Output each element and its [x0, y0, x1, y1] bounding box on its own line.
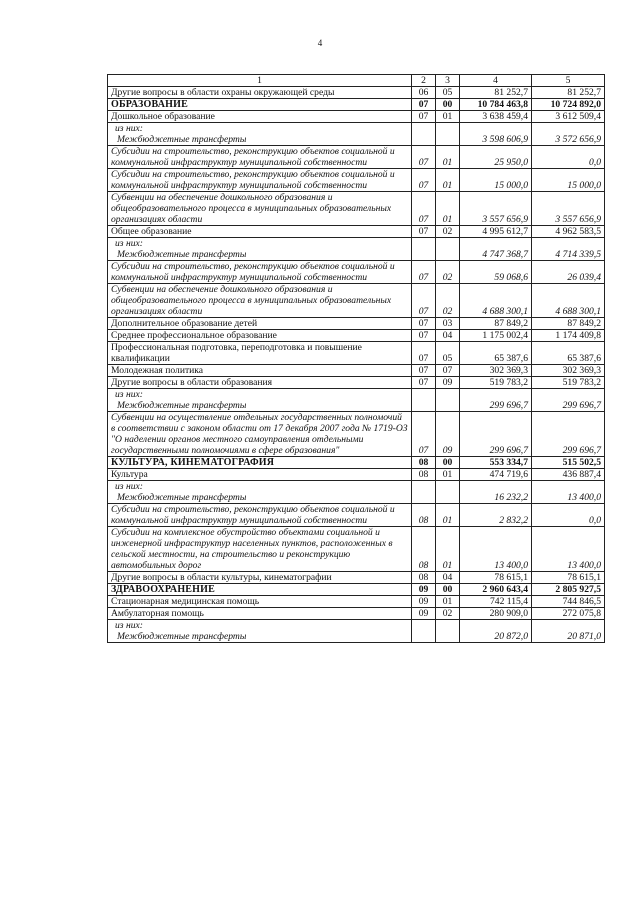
- section-code-cell: 07: [412, 169, 436, 192]
- table-row: [108, 261, 605, 284]
- row-name-cell: [108, 572, 412, 584]
- row-subheading: из них:: [115, 389, 143, 400]
- row-name: Межбюджетные трансферты: [117, 400, 247, 411]
- subsection-code-cell: 04: [436, 330, 460, 342]
- row-name: Дошкольное образование: [111, 111, 215, 122]
- section-code-cell: 07: [412, 365, 436, 377]
- header-cell-2: 2: [412, 75, 436, 87]
- section-code-cell: 07: [412, 111, 436, 123]
- amount-col5-cell: 4 688 300,1: [532, 284, 605, 318]
- amount-col4-cell: 302 369,3: [460, 365, 532, 377]
- amount-col4-cell: 3 557 656,9: [460, 192, 532, 226]
- table-row: [108, 527, 605, 572]
- subsection-code-cell: 01: [436, 192, 460, 226]
- amount-col4-cell: 3 598 606,9: [460, 123, 532, 146]
- subsection-code-cell: 09: [436, 377, 460, 389]
- amount-col5-cell: 10 724 892,0: [532, 99, 605, 111]
- section-code-cell: 07: [412, 318, 436, 330]
- row-name: Другие вопросы в области культуры, кинематографии: [111, 572, 332, 583]
- section-code-cell: 07: [412, 261, 436, 284]
- row-name: Стационарная медицинская помощь: [111, 596, 260, 607]
- row-name-cell: [108, 504, 412, 527]
- table-header-row: [108, 75, 605, 87]
- amount-col4-cell: 78 615,1: [460, 572, 532, 584]
- budget-table-body: [108, 75, 605, 643]
- subsection-code-cell: 01: [436, 504, 460, 527]
- table-row: [108, 87, 605, 99]
- amount-col4-cell: 553 334,7: [460, 457, 532, 469]
- row-name: Межбюджетные трансферты: [117, 134, 247, 145]
- row-name: Общее образование: [111, 226, 192, 237]
- amount-col4-cell: 299 696,7: [460, 412, 532, 457]
- row-name-cell: [108, 192, 412, 226]
- amount-col5-cell: 87 849,2: [532, 318, 605, 330]
- subsection-code-cell: 02: [436, 226, 460, 238]
- table-row: [108, 620, 605, 643]
- row-name: Амбулаторная помощь: [111, 608, 204, 619]
- row-name-cell: [108, 169, 412, 192]
- subsection-code-cell: [436, 481, 460, 504]
- row-name-cell: [108, 608, 412, 620]
- row-name: Молодежная политика: [111, 365, 204, 376]
- row-name: Субсидии на строительство, реконструкцию объектов социальной и коммунальной инфраструктур муниципальной собственности: [111, 261, 395, 283]
- section-code-cell: [412, 620, 436, 643]
- table-row: [108, 608, 605, 620]
- amount-col5-cell: 4 962 583,5: [532, 226, 605, 238]
- subsection-code-cell: 09: [436, 412, 460, 457]
- subsection-code-cell: 02: [436, 608, 460, 620]
- subsection-code-cell: 04: [436, 572, 460, 584]
- amount-col5-cell: 26 039,4: [532, 261, 605, 284]
- amount-col5-cell: 4 714 339,5: [532, 238, 605, 261]
- row-name-cell: [108, 123, 412, 146]
- amount-col4-cell: 3 638 459,4: [460, 111, 532, 123]
- row-name-cell: [108, 342, 412, 365]
- amount-col5-cell: 0,0: [532, 504, 605, 527]
- row-name-cell: [108, 87, 412, 99]
- row-name: Субвенции на обеспечение дошкольного образования и общеобразовательного процесса в муниципальных образовательных организациях области: [111, 284, 392, 317]
- subsection-code-cell: [436, 238, 460, 261]
- amount-col5-cell: 78 615,1: [532, 572, 605, 584]
- row-name: Субсидии на комплексное обустройство объектами социальной и инженерной инфраструктур населенных пунктов, расположенных в сельской местности, на строительство и реконструкцию автомобильных дорог: [111, 527, 393, 571]
- table-row: [108, 123, 605, 146]
- amount-col5-cell: 1 174 409,8: [532, 330, 605, 342]
- table-row: [108, 192, 605, 226]
- amount-col4-cell: 4 747 368,7: [460, 238, 532, 261]
- amount-col5-cell: 3 557 656,9: [532, 192, 605, 226]
- subsection-code-cell: 05: [436, 342, 460, 365]
- table-row: [108, 169, 605, 192]
- table-row: [108, 457, 605, 469]
- row-subheading: из них:: [115, 620, 143, 631]
- amount-col4-cell: 81 252,7: [460, 87, 532, 99]
- row-name-cell: [108, 330, 412, 342]
- row-name-cell: [108, 365, 412, 377]
- header-cell-3: 3: [436, 75, 460, 87]
- row-name-cell: [108, 261, 412, 284]
- table-row: [108, 504, 605, 527]
- subsection-code-cell: 01: [436, 146, 460, 169]
- table-row: [108, 365, 605, 377]
- amount-col5-cell: 0,0: [532, 146, 605, 169]
- row-name: ОБРАЗОВАНИЕ: [111, 99, 188, 110]
- table-row: [108, 596, 605, 608]
- subsection-code-cell: 00: [436, 99, 460, 111]
- amount-col4-cell: 2 960 643,4: [460, 584, 532, 596]
- budget-table: [107, 74, 605, 643]
- amount-col4-cell: 20 872,0: [460, 620, 532, 643]
- section-code-cell: 07: [412, 226, 436, 238]
- table-row: [108, 226, 605, 238]
- row-name-cell: [108, 457, 412, 469]
- amount-col5-cell: 436 887,4: [532, 469, 605, 481]
- row-name: КУЛЬТУРА, КИНЕМАТОГРАФИЯ: [111, 457, 275, 468]
- amount-col4-cell: 16 232,2: [460, 481, 532, 504]
- row-name: Другие вопросы в области охраны окружающей среды: [111, 87, 335, 98]
- section-code-cell: 09: [412, 608, 436, 620]
- amount-col5-cell: 15 000,0: [532, 169, 605, 192]
- amount-col5-cell: 299 696,7: [532, 389, 605, 412]
- row-name: Профессиональная подготовка, переподготовка и повышение квалификации: [111, 342, 362, 364]
- section-code-cell: 07: [412, 146, 436, 169]
- row-name: Межбюджетные трансферты: [117, 492, 247, 503]
- row-name-cell: [108, 238, 412, 261]
- section-code-cell: 07: [412, 330, 436, 342]
- table-row: [108, 342, 605, 365]
- amount-col5-cell: 2 805 927,5: [532, 584, 605, 596]
- row-name-cell: [108, 481, 412, 504]
- row-name-cell: [108, 318, 412, 330]
- row-name-cell: [108, 146, 412, 169]
- row-name-cell: [108, 377, 412, 389]
- row-name-cell: [108, 596, 412, 608]
- amount-col4-cell: 742 115,4: [460, 596, 532, 608]
- table-row: [108, 146, 605, 169]
- amount-col4-cell: 13 400,0: [460, 527, 532, 572]
- section-code-cell: 07: [412, 342, 436, 365]
- row-name: Дополнительное образование детей: [111, 318, 258, 329]
- amount-col5-cell: 272 075,8: [532, 608, 605, 620]
- amount-col5-cell: 744 846,5: [532, 596, 605, 608]
- header-cell-4: 4: [460, 75, 532, 87]
- table-row: [108, 389, 605, 412]
- amount-col4-cell: 59 068,6: [460, 261, 532, 284]
- row-name: Межбюджетные трансферты: [117, 631, 247, 642]
- table-row: [108, 318, 605, 330]
- amount-col4-cell: 4 995 612,7: [460, 226, 532, 238]
- section-code-cell: 06: [412, 87, 436, 99]
- table-row: [108, 330, 605, 342]
- row-name: Субсидии на строительство, реконструкцию объектов социальной и коммунальной инфраструктур муниципальной собственности: [111, 504, 395, 526]
- table-row: [108, 99, 605, 111]
- row-name-cell: [108, 389, 412, 412]
- table-row: [108, 584, 605, 596]
- section-code-cell: 07: [412, 412, 436, 457]
- row-name-cell: [108, 412, 412, 457]
- row-name: Субвенции на осуществление отдельных государственных полномочий в соответствии с законом области от 17 декабря 2007 года № 1719-ОЗ "О наделении органов местного самоуправления отдельными государственными полномочиями в сфере образования": [111, 412, 408, 456]
- subsection-code-cell: [436, 123, 460, 146]
- amount-col4-cell: 65 387,6: [460, 342, 532, 365]
- row-subheading: из них:: [115, 123, 143, 134]
- header-cell-5: 5: [532, 75, 605, 87]
- row-subheading: из них:: [115, 238, 143, 249]
- section-code-cell: [412, 123, 436, 146]
- section-code-cell: 07: [412, 99, 436, 111]
- amount-col4-cell: 10 784 463,8: [460, 99, 532, 111]
- row-name-cell: [108, 284, 412, 318]
- table-row: [108, 412, 605, 457]
- row-name: ЗДРАВООХРАНЕНИЕ: [111, 584, 215, 595]
- section-code-cell: 07: [412, 192, 436, 226]
- amount-col4-cell: 2 832,2: [460, 504, 532, 527]
- table-row: [108, 377, 605, 389]
- amount-col5-cell: 302 369,3: [532, 365, 605, 377]
- section-code-cell: 08: [412, 457, 436, 469]
- amount-col4-cell: 25 950,0: [460, 146, 532, 169]
- row-name-cell: [108, 99, 412, 111]
- amount-col5-cell: 519 783,2: [532, 377, 605, 389]
- amount-col5-cell: 81 252,7: [532, 87, 605, 99]
- subsection-code-cell: 01: [436, 527, 460, 572]
- section-code-cell: [412, 389, 436, 412]
- row-name: Субвенции на обеспечение дошкольного образования и общеобразовательного процесса в муниципальных образовательных организациях области: [111, 192, 392, 225]
- section-code-cell: 07: [412, 377, 436, 389]
- table-row: [108, 572, 605, 584]
- subsection-code-cell: 01: [436, 469, 460, 481]
- section-code-cell: [412, 481, 436, 504]
- subsection-code-cell: 05: [436, 87, 460, 99]
- section-code-cell: 08: [412, 527, 436, 572]
- row-name-cell: [108, 111, 412, 123]
- row-name-cell: [108, 620, 412, 643]
- row-name-cell: [108, 584, 412, 596]
- section-code-cell: 08: [412, 504, 436, 527]
- section-code-cell: 09: [412, 596, 436, 608]
- amount-col5-cell: 3 572 656,9: [532, 123, 605, 146]
- row-name: Межбюджетные трансферты: [117, 249, 247, 260]
- page-number: 4: [317, 38, 323, 48]
- subsection-code-cell: [436, 389, 460, 412]
- amount-col4-cell: 87 849,2: [460, 318, 532, 330]
- subsection-code-cell: 01: [436, 169, 460, 192]
- section-code-cell: [412, 238, 436, 261]
- row-subheading: из них:: [115, 481, 143, 492]
- row-name: Субсидии на строительство, реконструкцию объектов социальной и коммунальной инфраструктур муниципальной собственности: [111, 146, 395, 168]
- amount-col5-cell: 20 871,0: [532, 620, 605, 643]
- section-code-cell: 07: [412, 284, 436, 318]
- amount-col4-cell: 299 696,7: [460, 389, 532, 412]
- table-row: [108, 469, 605, 481]
- row-name: Субсидии на строительство, реконструкцию объектов социальной и коммунальной инфраструктур муниципальной собственности: [111, 169, 395, 191]
- row-name-cell: [108, 226, 412, 238]
- row-name-cell: [108, 469, 412, 481]
- amount-col5-cell: 13 400,0: [532, 481, 605, 504]
- subsection-code-cell: 01: [436, 111, 460, 123]
- amount-col4-cell: 280 909,0: [460, 608, 532, 620]
- section-code-cell: 08: [412, 572, 436, 584]
- subsection-code-cell: 02: [436, 261, 460, 284]
- subsection-code-cell: 00: [436, 457, 460, 469]
- table-row: [108, 111, 605, 123]
- subsection-code-cell: 02: [436, 284, 460, 318]
- table-row: [108, 238, 605, 261]
- amount-col4-cell: 15 000,0: [460, 169, 532, 192]
- amount-col4-cell: 4 688 300,1: [460, 284, 532, 318]
- subsection-code-cell: [436, 620, 460, 643]
- section-code-cell: 09: [412, 584, 436, 596]
- amount-col4-cell: 474 719,6: [460, 469, 532, 481]
- row-name-cell: [108, 527, 412, 572]
- amount-col5-cell: 65 387,6: [532, 342, 605, 365]
- amount-col5-cell: 515 502,5: [532, 457, 605, 469]
- amount-col4-cell: 1 175 002,4: [460, 330, 532, 342]
- amount-col5-cell: 299 696,7: [532, 412, 605, 457]
- subsection-code-cell: 01: [436, 596, 460, 608]
- row-name: Среднее профессиональное образование: [111, 330, 277, 341]
- subsection-code-cell: 00: [436, 584, 460, 596]
- subsection-code-cell: 03: [436, 318, 460, 330]
- section-code-cell: 08: [412, 469, 436, 481]
- table-row: [108, 284, 605, 318]
- subsection-code-cell: 07: [436, 365, 460, 377]
- amount-col5-cell: 13 400,0: [532, 527, 605, 572]
- amount-col5-cell: 3 612 509,4: [532, 111, 605, 123]
- table-row: [108, 481, 605, 504]
- amount-col4-cell: 519 783,2: [460, 377, 532, 389]
- row-name: Другие вопросы в области образования: [111, 377, 273, 388]
- header-cell-1: 1: [108, 75, 412, 87]
- row-name: Культура: [111, 469, 148, 480]
